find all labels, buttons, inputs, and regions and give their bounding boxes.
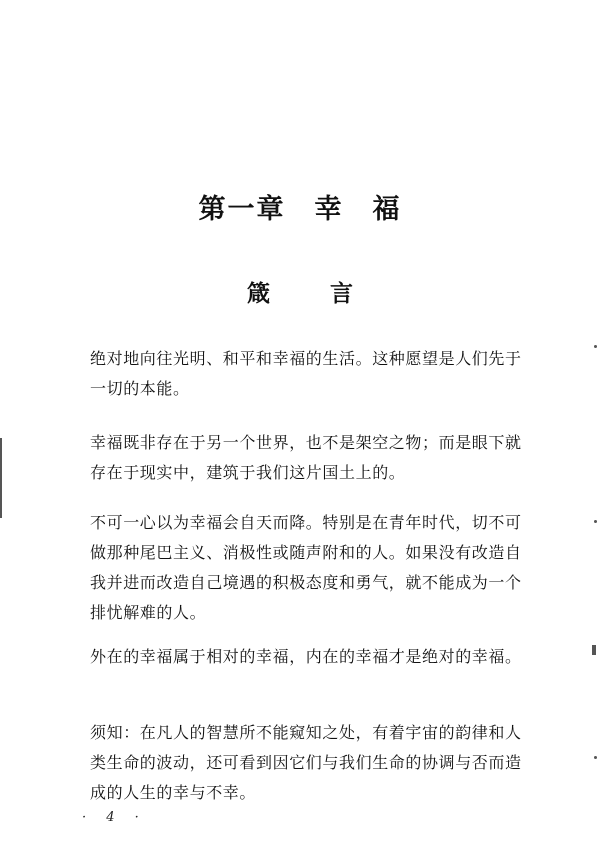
section-title: 箴言 bbox=[247, 280, 413, 307]
chapter-title: 第一章 幸 福 bbox=[198, 194, 402, 225]
paragraph-1: 绝对地向往光明、和平和幸福的生活。这种愿望是人们先于一切的本能。 bbox=[90, 349, 522, 398]
paragraph-2: 幸福既非存在于另一个世界，也不是架空之物；而是眼下就存在于现实中，建筑于我们这片国土上的。 bbox=[90, 433, 522, 482]
scan-mark-right-4 bbox=[594, 756, 597, 759]
scan-mark-right-1 bbox=[594, 345, 597, 348]
page-number: · 4 · bbox=[82, 810, 147, 825]
scan-mark-right-3 bbox=[592, 645, 596, 655]
paragraph-5: 须知：在凡人的智慧所不能窥知之处，有着宇宙的韵律和人类生命的波动，还可看到因它们与我们生命的协调与否而造成的人生的幸与不幸。 bbox=[90, 723, 522, 802]
paragraph-3: 不可一心以为幸福会自天而降。特别是在青年时代，切不可做那种尾巴主义、消极性或随声附和的人。如果没有改造自我并进而改造自己境遇的积极态度和勇气，就不能成为一个排忧解难的人。 bbox=[90, 513, 522, 622]
paragraph-4: 外在的幸福属于相对的幸福，内在的幸福才是绝对的幸福。 bbox=[90, 647, 522, 666]
scan-mark-right-2 bbox=[594, 520, 597, 523]
scan-mark-left bbox=[0, 438, 2, 518]
